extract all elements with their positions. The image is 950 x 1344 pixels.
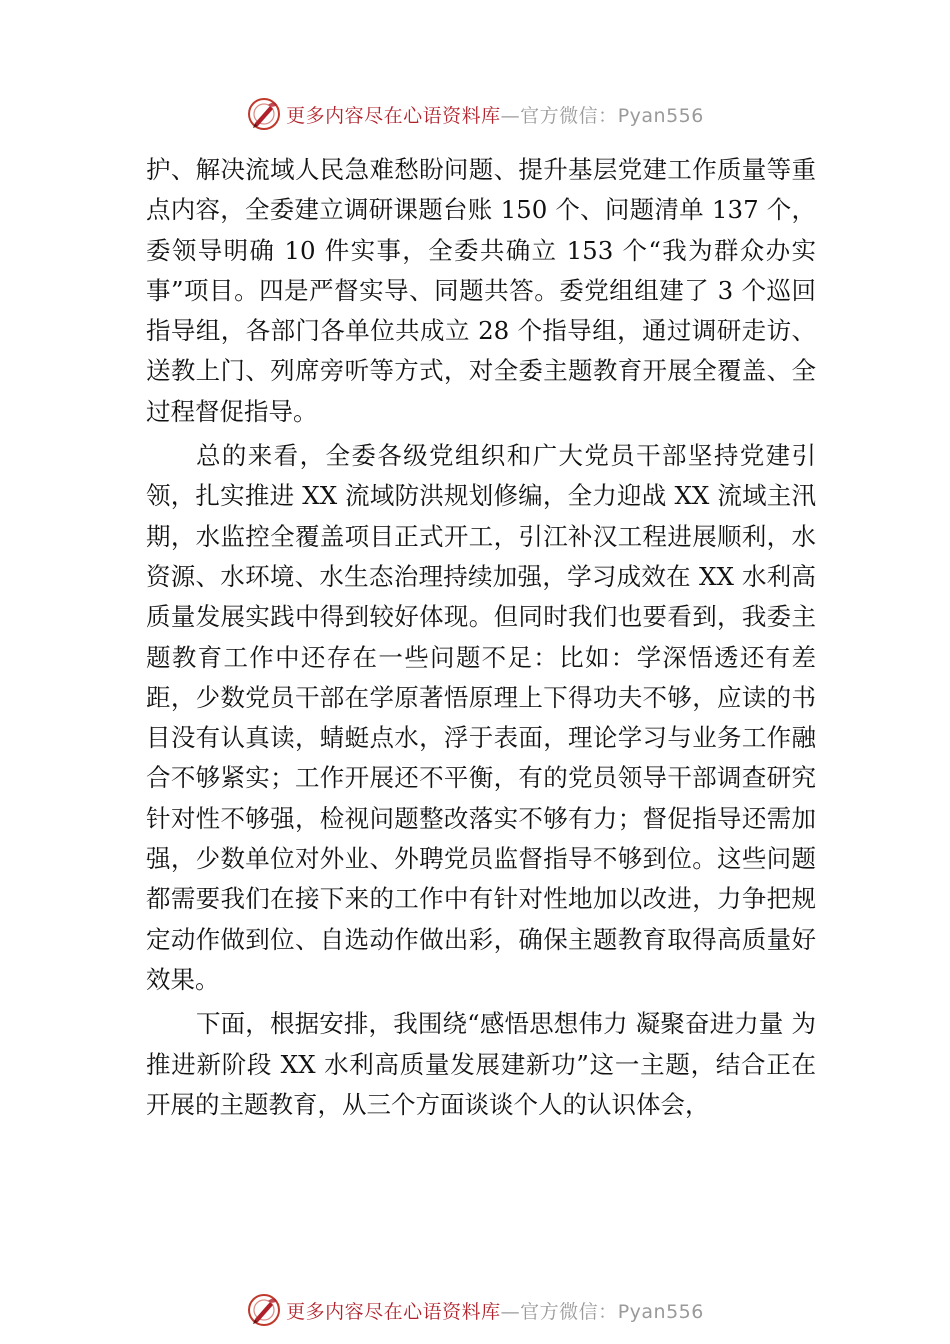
footer-promo-red: 更多内容尽在心语资料库 bbox=[286, 1300, 501, 1323]
header-watermark bbox=[0, 94, 950, 134]
footer-wechat-id: Pyan556 bbox=[617, 1300, 704, 1323]
header-promo-red: 更多内容尽在心语资料库 bbox=[286, 104, 501, 127]
footer-promo-gray: —官方微信： bbox=[500, 1300, 618, 1323]
pen-logo-icon bbox=[246, 96, 282, 132]
footer-watermark bbox=[0, 1290, 950, 1330]
header-wechat-id: Pyan556 bbox=[617, 104, 704, 127]
paragraph-3: 下面，根据安排，我围绕“感悟思想伟力 凝聚奋进力量 为推进新阶段 XX 水利高质量发展建新功”这一主题，结合正在开展的主题教育，从三个方面谈谈个人的认识体会， bbox=[146, 1009, 816, 1119]
footer-promo-text bbox=[286, 1297, 704, 1324]
document-body bbox=[146, 150, 816, 1125]
pen-logo-icon bbox=[246, 1292, 282, 1328]
paragraph-1: 护、解决流域人民急难愁盼问题、提升基层党建工作质量等重点内容，全委建立调研课题台账 150 个、问题清单 137 个，委领导明确 10 件实事，全委共确立 153 个“我为群众办实事”项目。四是严督实导、同题共答。委党组组建了 3 个巡回指导组，各部门各单位共成立 28 个指导组，通过调研走访、送教上门、列席旁听等方式，对全委主题教育开展全覆盖、全过程督促指导。 bbox=[146, 155, 816, 426]
paragraph-2: 总的来看，全委各级党组织和广大党员干部坚持党建引领，扎实推进 XX 流域防洪规划修编，全力迎战 XX 流域主汛期，水监控全覆盖项目正式开工，引江补汉工程进展顺利，水资源、水环境、水生态治理持续加强，学习成效在 XX 水利高质量发展实践中得到较好体现。但同时我们也要看到，我委主题教育工作中还存在一些问题不足：比如：学深悟透还有差距，少数党员干部在学原著悟原理上下得功夫不够，应读的书目没有认真读，蜻蜓点水，浮于表面，理论学习与业务工作融合不够紧实；工作开展还不平衡，有的党员领导干部调查研究针对性不够强，检视问题整改落实不够有力；督促指导还需加强，少数单位对外业、外聘党员监督指导不够到位。这些问题都需要我们在接下来的工作中有针对性地加以改进，力争把规定动作做到位、自选动作做出彩，确保主题教育取得高质量好效果。 bbox=[146, 441, 816, 994]
header-promo-text bbox=[286, 101, 704, 128]
header-promo-gray: —官方微信： bbox=[500, 104, 618, 127]
